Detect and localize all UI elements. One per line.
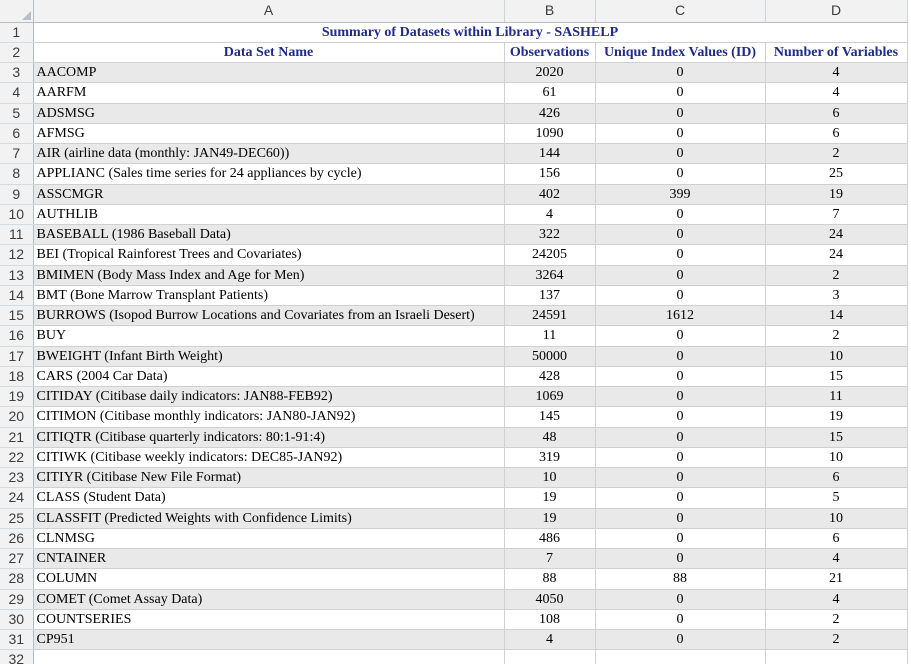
select-all-icon	[22, 11, 31, 20]
cell-number-of-variables[interactable]: 10	[765, 447, 907, 467]
table-row	[0, 103, 907, 123]
cell-number-of-variables[interactable]: 24	[765, 225, 907, 245]
cell-number-of-variables[interactable]: 5	[765, 488, 907, 508]
table-row	[0, 589, 907, 609]
cell-observations[interactable]: 486	[504, 528, 595, 548]
cell-unique-index-values[interactable]: 0	[595, 609, 765, 629]
cell-unique-index-values[interactable]: 0	[595, 447, 765, 467]
table-row	[0, 468, 907, 488]
cell-data-set-name[interactable]: COUNTSERIES	[33, 609, 504, 629]
cell-observations[interactable]: 3264	[504, 265, 595, 285]
empty-cell[interactable]	[595, 650, 765, 664]
cell-data-set-name[interactable]: CITIDAY (Citibase daily indicators: JAN88-FEB92)	[33, 387, 504, 407]
table-row	[0, 488, 907, 508]
row-header[interactable]: 26	[0, 528, 33, 548]
cell-number-of-variables[interactable]: 2	[765, 609, 907, 629]
table-row	[0, 285, 907, 305]
cell-number-of-variables[interactable]: 6	[765, 468, 907, 488]
table-row	[0, 346, 907, 366]
cell-number-of-variables[interactable]: 4	[765, 589, 907, 609]
row-header[interactable]: 31	[0, 630, 33, 650]
row-header[interactable]: 8	[0, 164, 33, 184]
row-header[interactable]: 2	[0, 42, 33, 62]
cell-unique-index-values[interactable]: 0	[595, 144, 765, 164]
cell-unique-index-values[interactable]: 0	[595, 265, 765, 285]
cell-data-set-name[interactable]: CITIQTR (Citibase quarterly indicators: 80:1-91:4)	[33, 427, 504, 447]
cell-number-of-variables[interactable]: 10	[765, 346, 907, 366]
cell-unique-index-values[interactable]: 0	[595, 245, 765, 265]
table-row	[0, 508, 907, 528]
row-header[interactable]: 19	[0, 387, 33, 407]
header-unique-index-values[interactable]: Unique Index Values (ID)	[595, 42, 765, 62]
cell-unique-index-values[interactable]: 0	[595, 528, 765, 548]
row-header[interactable]: 17	[0, 346, 33, 366]
cell-data-set-name[interactable]: COLUMN	[33, 569, 504, 589]
column-header-d[interactable]: D	[765, 0, 907, 22]
row-header[interactable]: 13	[0, 265, 33, 285]
column-header-a[interactable]: A	[33, 0, 504, 22]
cell-number-of-variables[interactable]: 4	[765, 83, 907, 103]
table-row	[0, 225, 907, 245]
cell-number-of-variables[interactable]: 21	[765, 569, 907, 589]
cell-data-set-name[interactable]: BMT (Bone Marrow Transplant Patients)	[33, 285, 504, 305]
cell-data-set-name[interactable]: CLASSFIT (Predicted Weights with Confidence Limits)	[33, 508, 504, 528]
cell-unique-index-values[interactable]: 0	[595, 589, 765, 609]
row-header[interactable]: 30	[0, 609, 33, 629]
cell-unique-index-values[interactable]: 0	[595, 549, 765, 569]
cell-number-of-variables[interactable]: 2	[765, 630, 907, 650]
cell-observations[interactable]: 1069	[504, 387, 595, 407]
cell-observations[interactable]: 48	[504, 427, 595, 447]
cell-number-of-variables[interactable]: 2	[765, 144, 907, 164]
empty-cell[interactable]	[765, 650, 907, 664]
table-row	[0, 630, 907, 650]
cell-number-of-variables[interactable]: 7	[765, 204, 907, 224]
cell-number-of-variables[interactable]: 14	[765, 306, 907, 326]
header-data-set-name[interactable]: Data Set Name	[33, 42, 504, 62]
row-header[interactable]: 20	[0, 407, 33, 427]
cell-data-set-name[interactable]: BUY	[33, 326, 504, 346]
cell-unique-index-values[interactable]: 0	[595, 204, 765, 224]
cell-observations[interactable]: 24205	[504, 245, 595, 265]
cell-number-of-variables[interactable]: 15	[765, 366, 907, 386]
table-title-cell[interactable]: Summary of Datasets within Library - SASHELP	[33, 22, 907, 42]
cell-observations[interactable]: 4050	[504, 589, 595, 609]
cell-number-of-variables[interactable]: 4	[765, 63, 907, 83]
table-row	[0, 366, 907, 386]
cell-data-set-name[interactable]: BWEIGHT (Infant Birth Weight)	[33, 346, 504, 366]
cell-number-of-variables[interactable]: 19	[765, 184, 907, 204]
row-header[interactable]: 5	[0, 103, 33, 123]
cell-observations[interactable]: 4	[504, 630, 595, 650]
cell-data-set-name[interactable]: CITIMON (Citibase monthly indicators: JAN80-JAN92)	[33, 407, 504, 427]
cell-observations[interactable]: 11	[504, 326, 595, 346]
cell-observations[interactable]: 4	[504, 204, 595, 224]
cell-observations[interactable]: 61	[504, 83, 595, 103]
cell-number-of-variables[interactable]: 4	[765, 549, 907, 569]
cell-observations[interactable]: 426	[504, 103, 595, 123]
table-row	[0, 265, 907, 285]
table-row	[0, 83, 907, 103]
cell-data-set-name[interactable]: AARFM	[33, 83, 504, 103]
column-header-row	[0, 0, 907, 22]
row-header[interactable]: 10	[0, 204, 33, 224]
title-row	[0, 22, 907, 42]
cell-observations[interactable]: 2020	[504, 63, 595, 83]
cell-data-set-name[interactable]: CLNMSG	[33, 528, 504, 548]
cell-data-set-name[interactable]: AACOMP	[33, 63, 504, 83]
cell-data-set-name[interactable]: AUTHLIB	[33, 204, 504, 224]
row-header[interactable]: 27	[0, 549, 33, 569]
cell-unique-index-values[interactable]: 0	[595, 63, 765, 83]
column-header-b[interactable]: B	[504, 0, 595, 22]
row-header[interactable]: 14	[0, 285, 33, 305]
table-row	[0, 447, 907, 467]
column-header-c[interactable]: C	[595, 0, 765, 22]
cell-number-of-variables[interactable]: 2	[765, 265, 907, 285]
cell-observations[interactable]: 137	[504, 285, 595, 305]
cell-unique-index-values[interactable]: 0	[595, 407, 765, 427]
row-header[interactable]: 11	[0, 225, 33, 245]
cell-data-set-name[interactable]: CITIWK (Citibase weekly indicators: DEC85-JAN92)	[33, 447, 504, 467]
cell-observations[interactable]: 50000	[504, 346, 595, 366]
table-row	[0, 144, 907, 164]
cell-unique-index-values[interactable]: 1612	[595, 306, 765, 326]
header-observations[interactable]: Observations	[504, 42, 595, 62]
cell-data-set-name[interactable]: CNTAINER	[33, 549, 504, 569]
row-header[interactable]: 29	[0, 589, 33, 609]
cell-observations[interactable]: 145	[504, 407, 595, 427]
table-row	[0, 650, 907, 664]
row-header[interactable]: 4	[0, 83, 33, 103]
row-header[interactable]: 24	[0, 488, 33, 508]
cell-data-set-name[interactable]: APPLIANC (Sales time series for 24 appliances by cycle)	[33, 164, 504, 184]
table-row	[0, 123, 907, 143]
cell-number-of-variables[interactable]: 19	[765, 407, 907, 427]
cell-unique-index-values[interactable]: 0	[595, 508, 765, 528]
cell-observations[interactable]: 156	[504, 164, 595, 184]
cell-observations[interactable]: 7	[504, 549, 595, 569]
cell-number-of-variables[interactable]: 25	[765, 164, 907, 184]
cell-unique-index-values[interactable]: 0	[595, 225, 765, 245]
cell-data-set-name[interactable]: AFMSG	[33, 123, 504, 143]
cell-observations[interactable]: 10	[504, 468, 595, 488]
cell-unique-index-values[interactable]: 88	[595, 569, 765, 589]
header-number-of-variables[interactable]: Number of Variables	[765, 42, 907, 62]
cell-data-set-name[interactable]: BEI (Tropical Rainforest Trees and Covariates)	[33, 245, 504, 265]
cell-unique-index-values[interactable]: 0	[595, 366, 765, 386]
cell-unique-index-values[interactable]: 0	[595, 326, 765, 346]
table-row	[0, 204, 907, 224]
header-row	[0, 42, 907, 62]
row-header[interactable]: 3	[0, 63, 33, 83]
cell-number-of-variables[interactable]: 6	[765, 103, 907, 123]
cell-observations[interactable]: 19	[504, 508, 595, 528]
cell-observations[interactable]: 24591	[504, 306, 595, 326]
table-row	[0, 63, 907, 83]
table-row	[0, 609, 907, 629]
cell-unique-index-values[interactable]: 399	[595, 184, 765, 204]
table-row	[0, 164, 907, 184]
cell-unique-index-values[interactable]: 0	[595, 427, 765, 447]
cell-data-set-name[interactable]: BASEBALL (1986 Baseball Data)	[33, 225, 504, 245]
cell-data-set-name[interactable]: CITIYR (Citibase New File Format)	[33, 468, 504, 488]
table-row	[0, 387, 907, 407]
select-all-corner[interactable]	[0, 0, 33, 22]
cell-observations[interactable]: 19	[504, 488, 595, 508]
row-header[interactable]: 12	[0, 245, 33, 265]
cell-unique-index-values[interactable]: 0	[595, 164, 765, 184]
cell-unique-index-values[interactable]: 0	[595, 468, 765, 488]
cell-unique-index-values[interactable]: 0	[595, 123, 765, 143]
cell-observations[interactable]: 319	[504, 447, 595, 467]
row-header[interactable]: 23	[0, 468, 33, 488]
cell-unique-index-values[interactable]: 0	[595, 630, 765, 650]
cell-unique-index-values[interactable]: 0	[595, 285, 765, 305]
row-header[interactable]: 7	[0, 144, 33, 164]
cell-data-set-name[interactable]: AIR (airline data (monthly: JAN49-DEC60))	[33, 144, 504, 164]
row-header[interactable]: 22	[0, 447, 33, 467]
table-row	[0, 528, 907, 548]
row-header[interactable]: 21	[0, 427, 33, 447]
row-header[interactable]: 15	[0, 306, 33, 326]
cell-data-set-name[interactable]: CARS (2004 Car Data)	[33, 366, 504, 386]
cell-data-set-name[interactable]: COMET (Comet Assay Data)	[33, 589, 504, 609]
table-row	[0, 427, 907, 447]
cell-observations[interactable]: 322	[504, 225, 595, 245]
row-header[interactable]: 18	[0, 366, 33, 386]
cell-data-set-name[interactable]: CLASS (Student Data)	[33, 488, 504, 508]
cell-data-set-name[interactable]: BURROWS (Isopod Burrow Locations and Covariates from an Israeli Desert)	[33, 306, 504, 326]
cell-unique-index-values[interactable]: 0	[595, 387, 765, 407]
cell-unique-index-values[interactable]: 0	[595, 103, 765, 123]
table-row	[0, 245, 907, 265]
cell-number-of-variables[interactable]: 2	[765, 326, 907, 346]
row-header[interactable]: 25	[0, 508, 33, 528]
empty-cell[interactable]	[33, 650, 504, 664]
cell-number-of-variables[interactable]: 6	[765, 123, 907, 143]
cell-data-set-name[interactable]: ADSMSG	[33, 103, 504, 123]
cell-observations[interactable]: 1090	[504, 123, 595, 143]
cell-observations[interactable]: 402	[504, 184, 595, 204]
table-row	[0, 306, 907, 326]
cell-number-of-variables[interactable]: 15	[765, 427, 907, 447]
cell-observations[interactable]: 144	[504, 144, 595, 164]
cell-number-of-variables[interactable]: 6	[765, 528, 907, 548]
cell-unique-index-values[interactable]: 0	[595, 83, 765, 103]
empty-cell[interactable]	[504, 650, 595, 664]
row-header[interactable]: 1	[0, 22, 33, 42]
table-row	[0, 184, 907, 204]
cell-observations[interactable]: 88	[504, 569, 595, 589]
cell-observations[interactable]: 428	[504, 366, 595, 386]
cell-data-set-name[interactable]: CP951	[33, 630, 504, 650]
cell-number-of-variables[interactable]: 24	[765, 245, 907, 265]
row-header[interactable]: 9	[0, 184, 33, 204]
row-header[interactable]: 28	[0, 569, 33, 589]
row-header[interactable]: 32	[0, 650, 33, 664]
cell-unique-index-values[interactable]: 0	[595, 346, 765, 366]
table-row	[0, 569, 907, 589]
cell-unique-index-values[interactable]: 0	[595, 488, 765, 508]
table-row	[0, 549, 907, 569]
cell-data-set-name[interactable]: ASSCMGR	[33, 184, 504, 204]
cell-data-set-name[interactable]: BMIMEN (Body Mass Index and Age for Men)	[33, 265, 504, 285]
cell-observations[interactable]: 108	[504, 609, 595, 629]
table-row	[0, 407, 907, 427]
row-header[interactable]: 6	[0, 123, 33, 143]
cell-number-of-variables[interactable]: 3	[765, 285, 907, 305]
table-row	[0, 326, 907, 346]
cell-number-of-variables[interactable]: 11	[765, 387, 907, 407]
cell-number-of-variables[interactable]: 10	[765, 508, 907, 528]
row-header[interactable]: 16	[0, 326, 33, 346]
